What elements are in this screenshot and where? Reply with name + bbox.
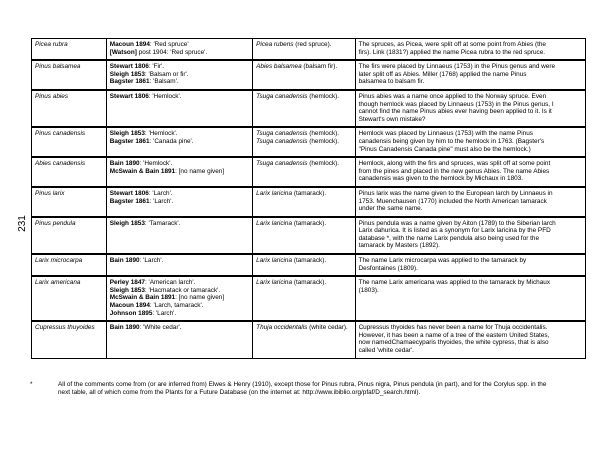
scientific-name: Tsuga canadensis [256,92,308,100]
sources-cell [106,39,252,61]
comment-line: now namedChamaecyparis thyoides, the white cypress, that is also [358,339,549,347]
table-row [32,321,586,358]
source-author: Bagster 1861 [109,78,150,86]
old-name-cell: Pinus larix [32,187,107,217]
table-row [32,39,586,61]
sources-cell [106,321,252,358]
comment-line: database *, with the name Larix pendula also being used for the [358,234,540,242]
source-line [110,63,249,71]
source-text: : 'Fir'. [148,63,165,71]
comment-line: Pinus abies was a name once applied to the Norway spruce. Even [358,92,547,100]
table-row [32,217,586,254]
source-line [110,294,249,302]
comment-cell [355,39,585,61]
modern-name-line [256,279,351,287]
footnote-line: All of the comments come from (or are inferred from) Elwes & Henry (1910), except those for Pinus rubra, Pinus nigra, Pinus pendula (in part), and for the Corylus spp. in the [58,381,547,388]
source-text: : 'Larch, tamarack'. [149,302,204,310]
modern-name-line [256,138,351,146]
source-text: : 'White cedar'. [139,324,182,332]
comment-line: later split off as Abies. Miller (1768) applied the name Pinus [358,70,527,78]
modern-name-line [256,220,351,228]
source-line [110,279,249,287]
sources-cell [106,276,252,321]
source-line [110,160,249,168]
comment-line: canadensis was given to the hemlock by Michaux in 1803. [358,175,524,183]
old-name-cell: Larix americana [32,276,107,321]
source-author: Macoun 1894 [109,302,150,310]
modern-name-line [256,130,351,138]
source-author: Sleigh 1853 [109,219,145,227]
source-line [110,130,249,138]
common-name: (tamarack). [292,257,327,265]
modern-name-line [256,63,351,71]
scientific-name: Larix laricina [256,279,293,287]
table-row [32,157,586,187]
modern-name-cell [253,60,355,90]
scientific-name: Larix laricina [256,219,293,227]
common-name: (hemlock). [307,92,340,100]
comment-line: The spruces, as Picea, were split off at some point from Abies (the [358,41,546,48]
page-number: 231 [16,215,28,232]
scientific-name: Thuja occidentalis [256,324,308,332]
modern-name-cell [253,276,355,321]
common-name: (balsam fir). [301,63,338,71]
comment-line: 1753. Muenchausen (1770) included the North American tamarack [358,197,547,205]
comment-cell [355,187,585,217]
sources-cell [106,157,252,187]
modern-name-cell [253,39,355,61]
common-name: (tamarack). [292,189,327,197]
comment-line: called 'white cedar'. [358,347,414,354]
comment-cell [355,90,585,127]
source-author: Bain 1890 [109,257,140,265]
footnote-marker: * [30,381,33,388]
source-text: : 'Balsam or fir'. [144,70,189,78]
table-row [32,276,586,321]
table-row [32,60,586,90]
source-author: Sleigh 1853 [109,70,145,78]
old-name-cell: Cupressus thuyoides [32,321,107,358]
comment-line: Stewart's own mistake? [358,115,426,123]
source-author: [Watson] [109,48,137,56]
comment-cell [355,60,585,90]
comment-line: Larix dahurica. It is listed as a synonym for Larix laricina by the PFD [358,227,551,235]
source-text: : 'Hemlock'. [148,92,182,100]
source-author: Stewart 1806 [109,189,149,197]
comment-line: tamarack by Masters (1892). [358,242,440,250]
comment-line: Desfontaines (1809). [358,264,418,272]
sources-cell [106,90,252,127]
source-author: Perley 1847 [109,279,145,287]
table-row [32,254,586,276]
source-line [110,168,249,176]
common-name: (red spruce). [293,41,332,48]
comment-line: Pinus larix was the name given to the European larch by Linnaeus in [358,189,553,197]
source-author: Bagster 1861 [109,137,150,145]
names-table [31,38,586,359]
source-author: McSwain & Bain 1891 [109,294,176,302]
comment-line: Pinus pendula was a name given by Aiton (1789) to the Siberian larch [358,219,556,227]
source-line [110,287,249,295]
modern-name-line [256,160,351,168]
source-text: : 'Canada pine'. [149,137,194,145]
common-name: (hemlock). [307,130,340,138]
comment-line: The firs were placed by Linnaeus (1753) in the Pinus genus and were [358,63,556,71]
footnote [30,381,586,397]
source-author: Stewart 1806 [109,92,149,100]
modern-name-line [256,41,351,49]
comment-line: Cupressus thyoides has never been a name for Thuja occidentalis. [358,324,548,332]
source-text: : 'Larch'. [148,189,173,197]
sources-cell [106,127,252,157]
source-author: Stewart 1806 [109,63,149,71]
comment-line: under the same name. [358,205,423,213]
source-line [110,49,249,57]
source-author: Macoun 1894 [109,41,150,48]
comment-line: Hemlock, along with the firs and spruces, was split off at some point [358,160,551,168]
source-text: : 'Red spruce' [149,41,189,48]
source-line [110,324,249,332]
source-text: : 'Hemlock'. [144,130,178,138]
scientific-name: Tsuga canadensis [256,137,308,145]
source-line [110,220,249,228]
sources-cell [106,254,252,276]
source-text: : [no name given] [175,294,225,302]
sources-cell [106,217,252,254]
source-text: : 'Hemlock'. [139,160,173,168]
source-author: Bain 1890 [109,160,140,168]
modern-name-cell [253,254,355,276]
common-name: (tamarack). [292,219,327,227]
source-text: : 'American larch'. [144,279,196,287]
comment-cell [355,127,585,157]
table-body [32,39,586,359]
modern-name-line [256,190,351,198]
source-line [110,257,249,265]
common-name: (white cedar). [307,324,348,332]
source-author: Johnson 1895 [109,309,153,317]
source-line [110,93,249,101]
source-line [110,78,249,86]
source-text: : 'Larch'. [139,257,164,265]
old-name-cell: Picea rubra [32,39,107,61]
old-name-cell: Pinus canadensis [32,127,107,157]
comment-line: (1803). [358,286,379,294]
sources-cell [106,60,252,90]
source-line [110,302,249,310]
source-text: post 1904: 'Red spruce'. [136,48,208,56]
modern-name-cell [253,321,355,358]
old-name-cell: Abies canadensis [32,157,107,187]
scientific-name: Larix laricina [256,189,293,197]
comment-cell [355,321,585,358]
scientific-name: Larix laricina [256,257,293,265]
source-text: : 'Larch'. [149,197,174,205]
comment-cell [355,217,585,254]
old-name-cell: Pinus balsamea [32,60,107,90]
comment-line: firs). Link (1831?) applied the name Picea rubra to the red spruce. [358,48,546,56]
table-row [32,90,586,127]
old-name-cell: Pinus pendula [32,217,107,254]
source-author: Bagster 1861 [109,197,150,205]
source-text: : 'Tamarack'. [144,219,181,227]
comment-line: The name Larix microcarpa was applied to the tamarack by [358,257,527,265]
comment-cell [355,157,585,187]
source-line [110,71,249,79]
modern-name-cell [253,157,355,187]
table-row [32,187,586,217]
modern-name-line [256,257,351,265]
comment-line: The name Larix americana was applied to the tamarack by Michaux [358,279,551,287]
modern-name-cell [253,217,355,254]
scientific-name: Tsuga canadensis [256,130,308,138]
comment-cell [355,254,585,276]
source-author: Bain 1890 [109,324,140,332]
common-name: (tamarack). [292,279,327,287]
source-line [110,198,249,206]
comment-line: canadensis being given by him to the hemlock in 1763. (Bagster's [358,137,545,145]
old-name-cell: Larix microcarpa [32,254,107,276]
modern-name-cell [253,127,355,157]
source-author: Sleigh 1853 [109,286,145,294]
modern-name-line [256,324,351,332]
source-line [110,138,249,146]
source-text: : 'Larch'. [152,309,177,317]
source-line [110,190,249,198]
source-line [110,310,249,318]
comment-line: balsamea to balsam fir. [358,78,425,86]
comment-line: Hemlock was placed by Linnaeus (1753) with the name Pinus [358,130,533,138]
comment-line: though hemlock was placed by Linnaeus (1753) in the Pinus genus, I [358,100,554,108]
source-author: Sleigh 1853 [109,130,145,138]
source-text: : 'Balsam'. [149,78,179,86]
comment-line: However, it has been a name of a tree of the eastern United States, [358,331,550,339]
old-name-cell: Pinus abies [32,90,107,127]
common-name: (hemlock). [307,160,340,168]
source-author: McSwain & Bain 1891 [109,167,176,175]
comment-cell [355,276,585,321]
source-text: : [no name given] [175,167,225,175]
source-line [110,41,249,49]
scientific-name: Tsuga canadensis [256,160,308,168]
modern-name-cell [253,90,355,127]
common-name: (hemlock). [307,137,340,145]
table-row [32,127,586,157]
footnote-line: next table, all of which come from the Plants for a Future Database (on the internet at: http://www.ibiblio.org/pfaf/D_search.html). [58,389,421,396]
comment-line: cannot find the name Pinus abies ever having been applied to it. Is it [358,108,552,116]
scientific-name: Abies balsamea [256,63,302,71]
comment-line: from the pines and placed in the new genus Abies. The name Abies [358,167,550,175]
modern-name-line [256,93,351,101]
scientific-name: Picea rubens [256,41,294,48]
sources-cell [106,187,252,217]
comment-line: "Pinus Canadensis Canada pine" must also be the hemlock.) [358,145,531,153]
modern-name-cell [253,187,355,217]
source-text: : 'Hacmatack or tamarack'. [144,286,221,294]
